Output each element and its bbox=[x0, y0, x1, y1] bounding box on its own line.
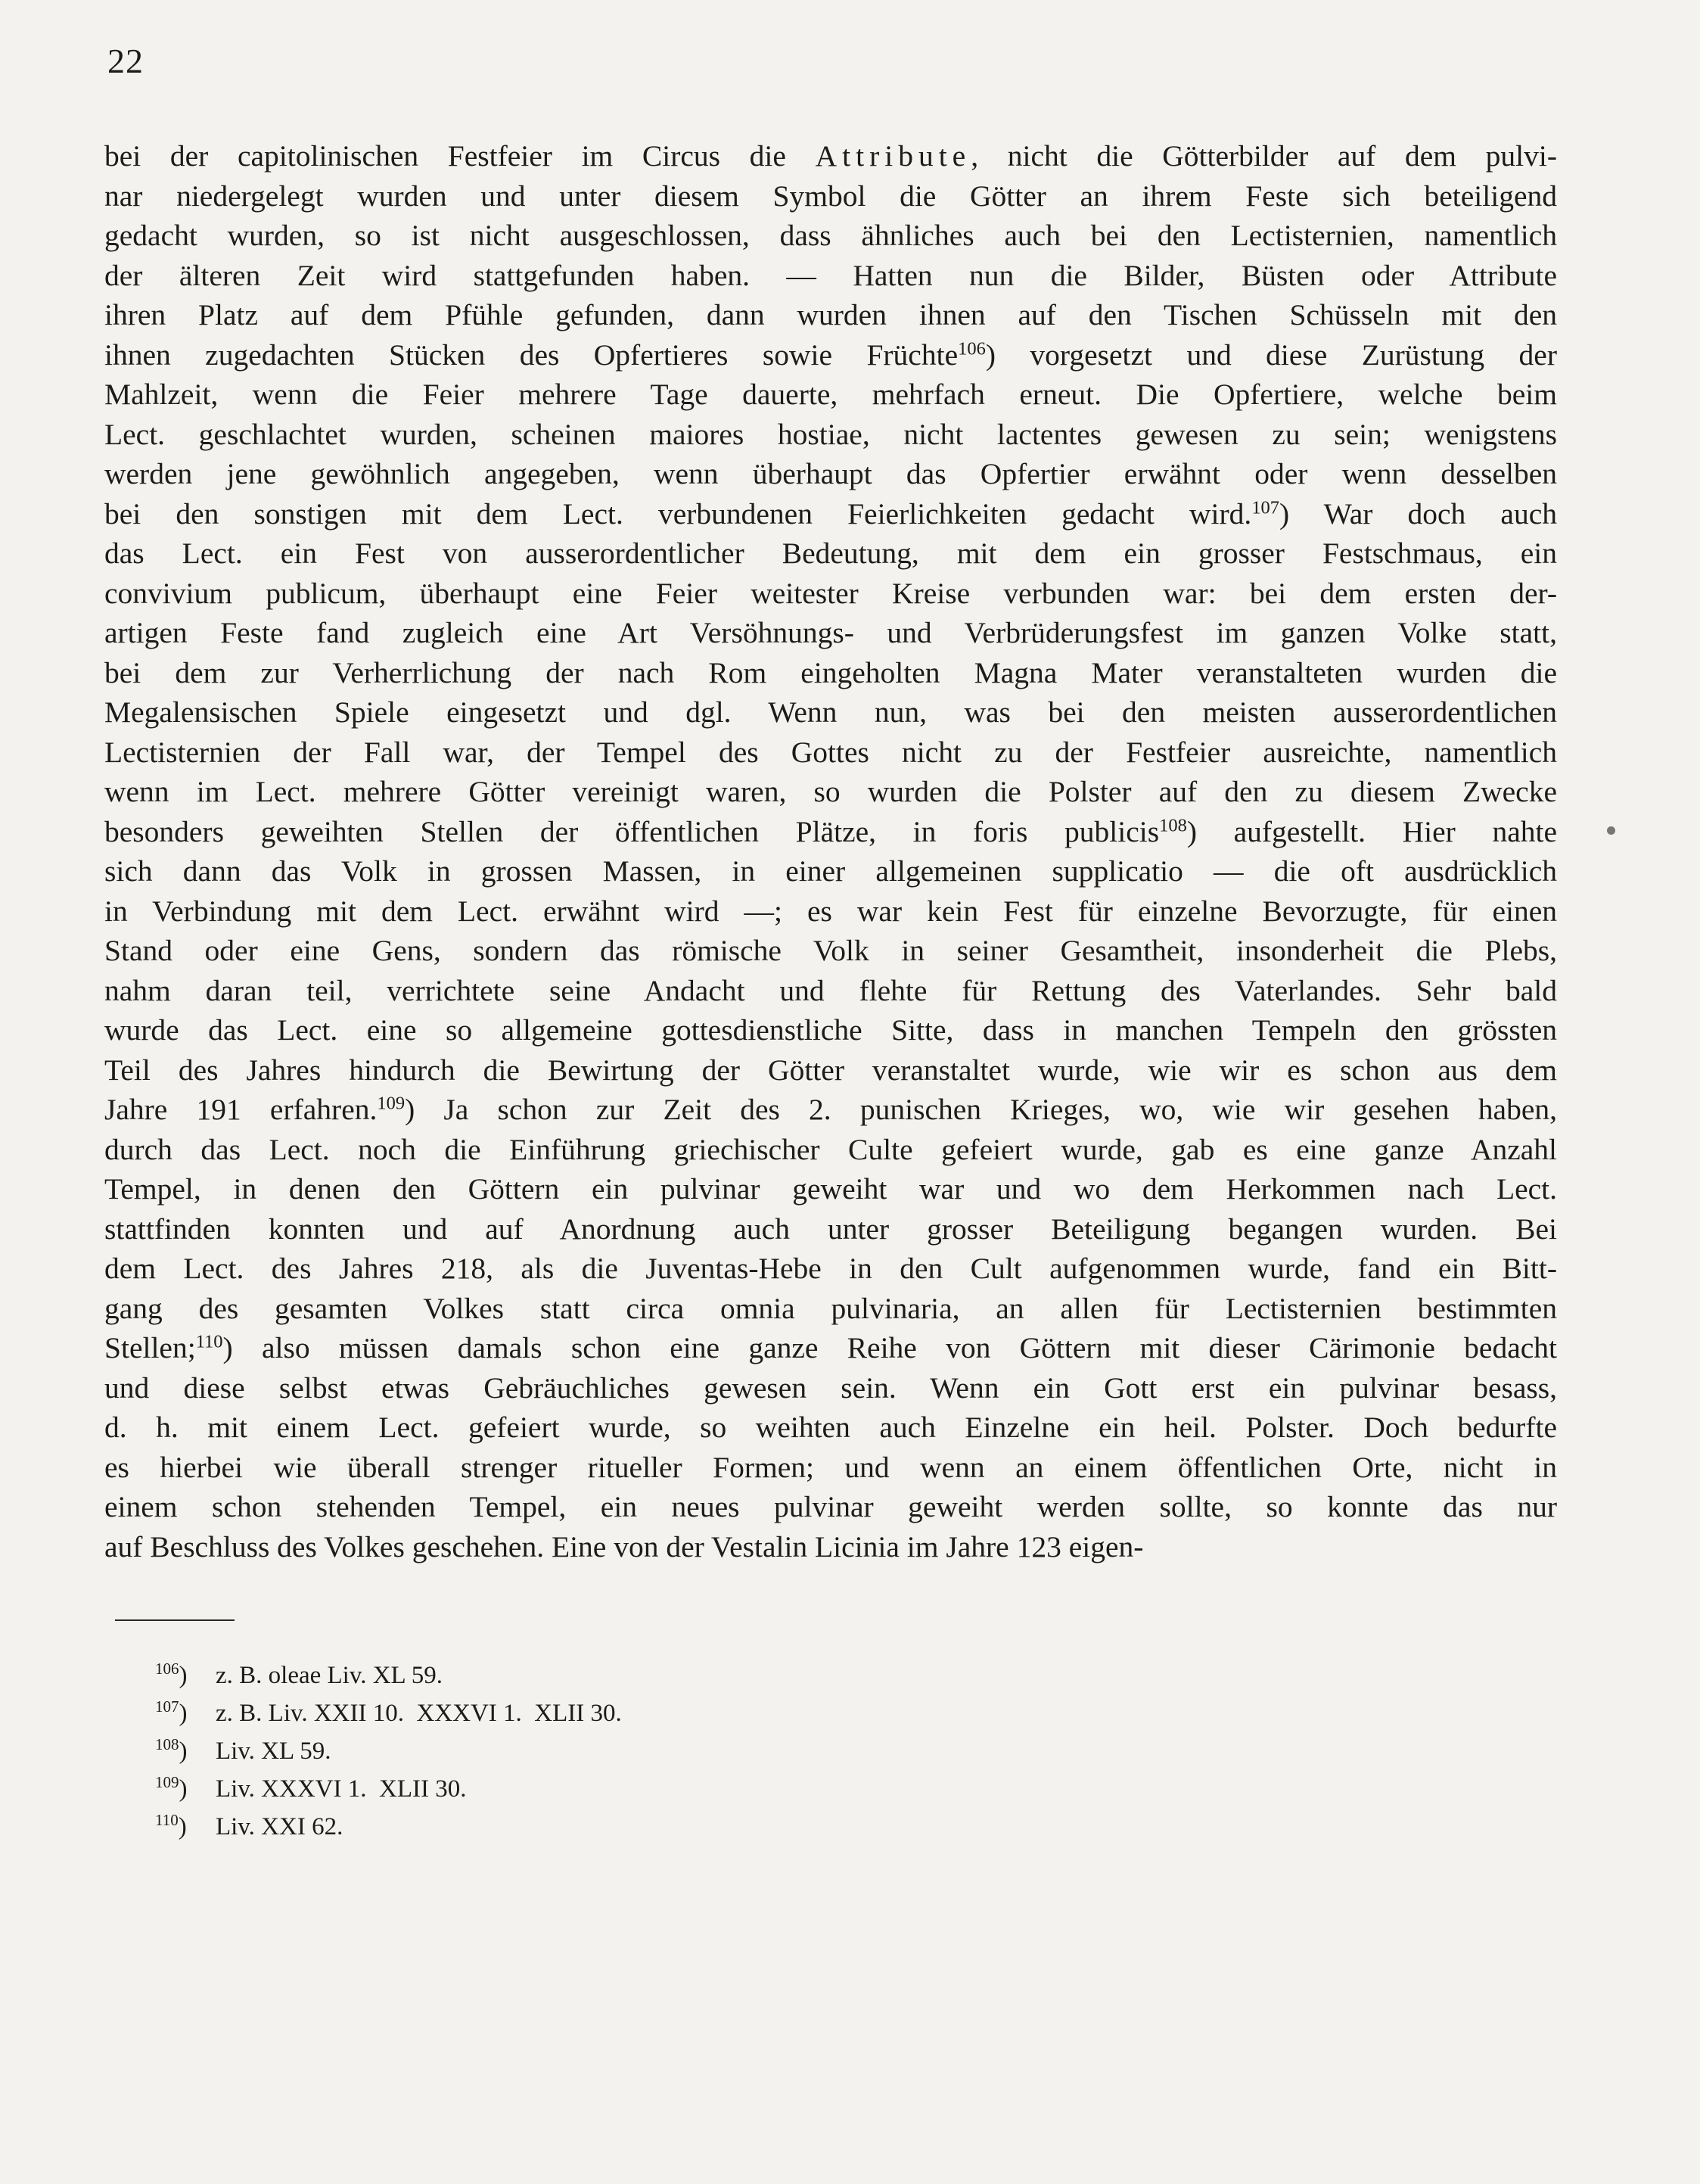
text-run: ) Ja schon zur Zeit des 2. punischen Krieges, wo, wie wir gesehen haben, bbox=[405, 1093, 1557, 1126]
text-run: besonders geweihten Stellen der öffentlichen Plätze, in foris publicis bbox=[104, 814, 1160, 848]
text-line bbox=[104, 971, 1557, 1011]
text-line bbox=[104, 216, 1557, 256]
text-line bbox=[104, 891, 1557, 932]
text-run: ) also müssen damals schon eine ganze Reihe von Göttern mit dieser Cärimonie bedacht bbox=[222, 1331, 1557, 1364]
text-run: bei dem zur Verherrlichung der nach Rom eingeholten Magna Mater veranstalteten wurden die bbox=[104, 655, 1557, 689]
text-run: ) aufgestellt. Hier nahte bbox=[1186, 814, 1557, 848]
text-run: ihren Platz auf dem Pfühle gefunden, dann wurden ihnen auf den Tischen Schüsseln mit den bbox=[104, 298, 1557, 331]
text-run: in Verbindung mit dem Lect. erwähnt wird —; es war kein Fest für einzelne Bevorzugte, für einen bbox=[104, 894, 1557, 928]
text-run: Stellen; bbox=[104, 1331, 196, 1364]
footnotes bbox=[155, 1654, 1063, 1843]
text-line bbox=[104, 176, 1557, 216]
footnote-reference: 109 bbox=[377, 1093, 406, 1114]
text-run: bei der capitolinischen Festfeier im Circus die bbox=[104, 139, 816, 173]
text-run: wurde das Lect. eine so allgemeine gottesdienstliche Sitte, dass in manchen Tempeln den grössten bbox=[104, 1013, 1557, 1047]
text-line bbox=[104, 1328, 1557, 1368]
text-run: Mahlzeit, wenn die Feier mehrere Tage dauerte, mehrfach erneut. Die Opfertiere, welche beim bbox=[104, 378, 1557, 411]
text-line bbox=[104, 574, 1557, 614]
text-run: nar niedergelegt wurden und unter diesem Symbol die Götter an ihrem Feste sich beteiligend bbox=[104, 179, 1557, 213]
text-line bbox=[104, 256, 1557, 296]
footnote bbox=[155, 1691, 1063, 1729]
text-line bbox=[104, 295, 1557, 335]
text-line bbox=[104, 692, 1557, 733]
footnote-text: Liv. XXI 62. bbox=[216, 1813, 343, 1840]
text-run: bei den sonstigen mit dem Lect. verbundenen Feierlichkeiten gedacht wird. bbox=[104, 496, 1252, 530]
text-line bbox=[104, 812, 1557, 852]
text-run: sich dann das Volk in grossen Massen, in einer allgemeinen supplicatio — die oft ausdrücklich bbox=[104, 854, 1557, 888]
text-line bbox=[104, 1169, 1557, 1209]
text-run: es hierbei wie überall strenger ritueller Formen; und wenn an einem öffentlichen Orte, nicht in bbox=[104, 1450, 1557, 1484]
text-run: und diese selbst etwas Gebräuchliches gewesen sein. Wenn ein Gott erst ein pulvinar besass, bbox=[104, 1370, 1557, 1405]
text-line bbox=[104, 454, 1557, 494]
text-run: gang des gesamten Volkes statt circa omnia pulvinaria, an allen für Lectisternien bestimmten bbox=[104, 1291, 1557, 1325]
text-run: ) vorgesetzt und diese Zurüstung der bbox=[985, 338, 1557, 372]
text-line bbox=[104, 1368, 1557, 1408]
text-run: , nicht die Götterbilder auf dem pulvi- bbox=[971, 139, 1557, 173]
text-run: der älteren Zeit wird stattgefunden haben. — Hatten nun die Bilder, Büsten oder Attribute bbox=[104, 258, 1557, 292]
footnote-number: 107 ) bbox=[155, 1691, 216, 1729]
text-run: werden jene gewöhnlich angegeben, wenn überhaupt das Opfertier erwähnt oder wenn desselben bbox=[104, 457, 1557, 490]
text-run: Megalensischen Spiele eingesetzt und dgl. Wenn nun, was bei den meisten ausserordentlichen bbox=[104, 695, 1557, 729]
text-line bbox=[104, 851, 1557, 891]
text-line bbox=[104, 1249, 1557, 1289]
text-line bbox=[104, 494, 1557, 534]
text-line bbox=[104, 1289, 1557, 1329]
footnote-text: Liv. XXXVI 1. XLII 30. bbox=[216, 1775, 467, 1803]
text-line bbox=[104, 1487, 1557, 1527]
footnote-rule bbox=[115, 1619, 235, 1621]
text-line bbox=[104, 1130, 1557, 1170]
text-line bbox=[104, 1209, 1557, 1249]
text-line bbox=[104, 613, 1557, 653]
text-run: Tempel, in denen den Göttern ein pulvinar geweiht war und wo dem Herkommen nach Lect. bbox=[104, 1172, 1557, 1206]
footnote-number: 108 ) bbox=[155, 1729, 216, 1767]
footnote-text: Liv. XL 59. bbox=[216, 1738, 331, 1765]
footnote-reference: 106 bbox=[958, 338, 986, 359]
footnote bbox=[155, 1654, 1063, 1691]
footnote-number: 109 ) bbox=[155, 1767, 216, 1805]
footnote-reference: 108 bbox=[1159, 815, 1187, 836]
text-line bbox=[104, 415, 1557, 455]
body-text bbox=[104, 136, 1557, 1566]
text-line bbox=[104, 931, 1557, 971]
text-line bbox=[104, 653, 1557, 693]
text-run: Stand oder eine Gens, sondern das römische Volk in seiner Gesamtheit, insonderheit die Plebs, bbox=[104, 934, 1557, 967]
text-line bbox=[104, 534, 1557, 574]
text-run: Teil des Jahres hindurch die Bewirtung der Götter veranstaltet wurde, wie wir es schon aus dem bbox=[104, 1053, 1557, 1087]
footnote-number: 106 ) bbox=[155, 1654, 216, 1691]
text-run: durch das Lect. noch die Einführung griechischer Culte gefeiert wurde, gab es eine ganze Anzahl bbox=[104, 1132, 1557, 1166]
text-run: nahm daran teil, verrichtete seine Andacht und flehte für Rettung des Vaterlandes. Sehr bald bbox=[104, 973, 1557, 1007]
text-run: auf Beschluss des Volkes geschehen. Eine von der Vestalin Licinia im Jahre 123 eigen- bbox=[104, 1529, 1144, 1563]
text-run: d. h. mit einem Lect. gefeiert wurde, so weihten auch Einzelne ein heil. Polster. Doch bedurfte bbox=[104, 1411, 1557, 1444]
footnote bbox=[155, 1805, 1063, 1843]
text-run: ) War doch auch bbox=[1279, 496, 1557, 530]
text-run: stattfinden konnten und auf Anordnung auch unter grosser Beteiligung begangen wurden. Bei bbox=[104, 1212, 1557, 1246]
text-line bbox=[104, 1090, 1557, 1130]
text-line bbox=[104, 1010, 1557, 1050]
footnote bbox=[155, 1729, 1063, 1767]
footnote-reference: 107 bbox=[1251, 497, 1280, 518]
scan-speck bbox=[1607, 826, 1615, 835]
text-run: Lectisternien der Fall war, der Tempel des Gottes nicht zu der Festfeier ausreichte, namentlich bbox=[104, 735, 1557, 769]
spaced-emphasis: Attribute bbox=[815, 139, 971, 173]
page-number: 22 bbox=[107, 42, 144, 80]
text-line bbox=[104, 375, 1557, 415]
text-line bbox=[104, 1448, 1557, 1488]
text-line bbox=[104, 1050, 1557, 1090]
footnote-reference: 110 bbox=[195, 1331, 223, 1352]
text-run: gedacht wurden, so ist nicht ausgeschlossen, dass ähnliches auch bei den Lectisternien, namentlich bbox=[104, 219, 1557, 252]
text-line bbox=[104, 1527, 1557, 1567]
footnote-text: z. B. oleae Liv. XL 59. bbox=[216, 1662, 443, 1689]
text-run: wenn im Lect. mehrere Götter vereinigt waren, so wurden die Polster auf den zu diesem Zwecke bbox=[104, 775, 1557, 808]
text-run: Jahre 191 erfahren. bbox=[104, 1093, 378, 1126]
text-run: einem schon stehenden Tempel, ein neues pulvinar geweiht werden sollte, so konnte das nur bbox=[104, 1490, 1557, 1523]
text-line bbox=[104, 335, 1557, 375]
footnote-text: z. B. Liv. XXII 10. XXXVI 1. XLII 30. bbox=[216, 1700, 622, 1727]
text-line bbox=[104, 772, 1557, 812]
text-line bbox=[104, 1408, 1557, 1448]
text-run: ihnen zugedachten Stücken des Opfertieres sowie Früchte bbox=[104, 338, 959, 372]
text-line bbox=[104, 733, 1557, 773]
footnote bbox=[155, 1767, 1063, 1805]
text-run: artigen Feste fand zugleich eine Art Versöhnungs- und Verbrüderungsfest im ganzen Volke statt, bbox=[104, 616, 1557, 649]
text-run: convivium publicum, überhaupt eine Feier weitester Kreise verbunden war: bei dem ersten der- bbox=[104, 576, 1557, 610]
text-line bbox=[104, 136, 1557, 176]
text-run: Lect. geschlachtet wurden, scheinen maiores hostiae, nicht lactentes gewesen zu sein; wenigstens bbox=[104, 417, 1557, 451]
text-run: dem Lect. des Jahres 218, als die Juventas-Hebe in den Cult aufgenommen wurde, fand ein Bitt- bbox=[104, 1252, 1557, 1285]
text-run: das Lect. ein Fest von ausserordentlicher Bedeutung, mit dem ein grosser Festschmaus, ein bbox=[104, 537, 1557, 570]
footnote-number: 110 ) bbox=[155, 1805, 216, 1843]
